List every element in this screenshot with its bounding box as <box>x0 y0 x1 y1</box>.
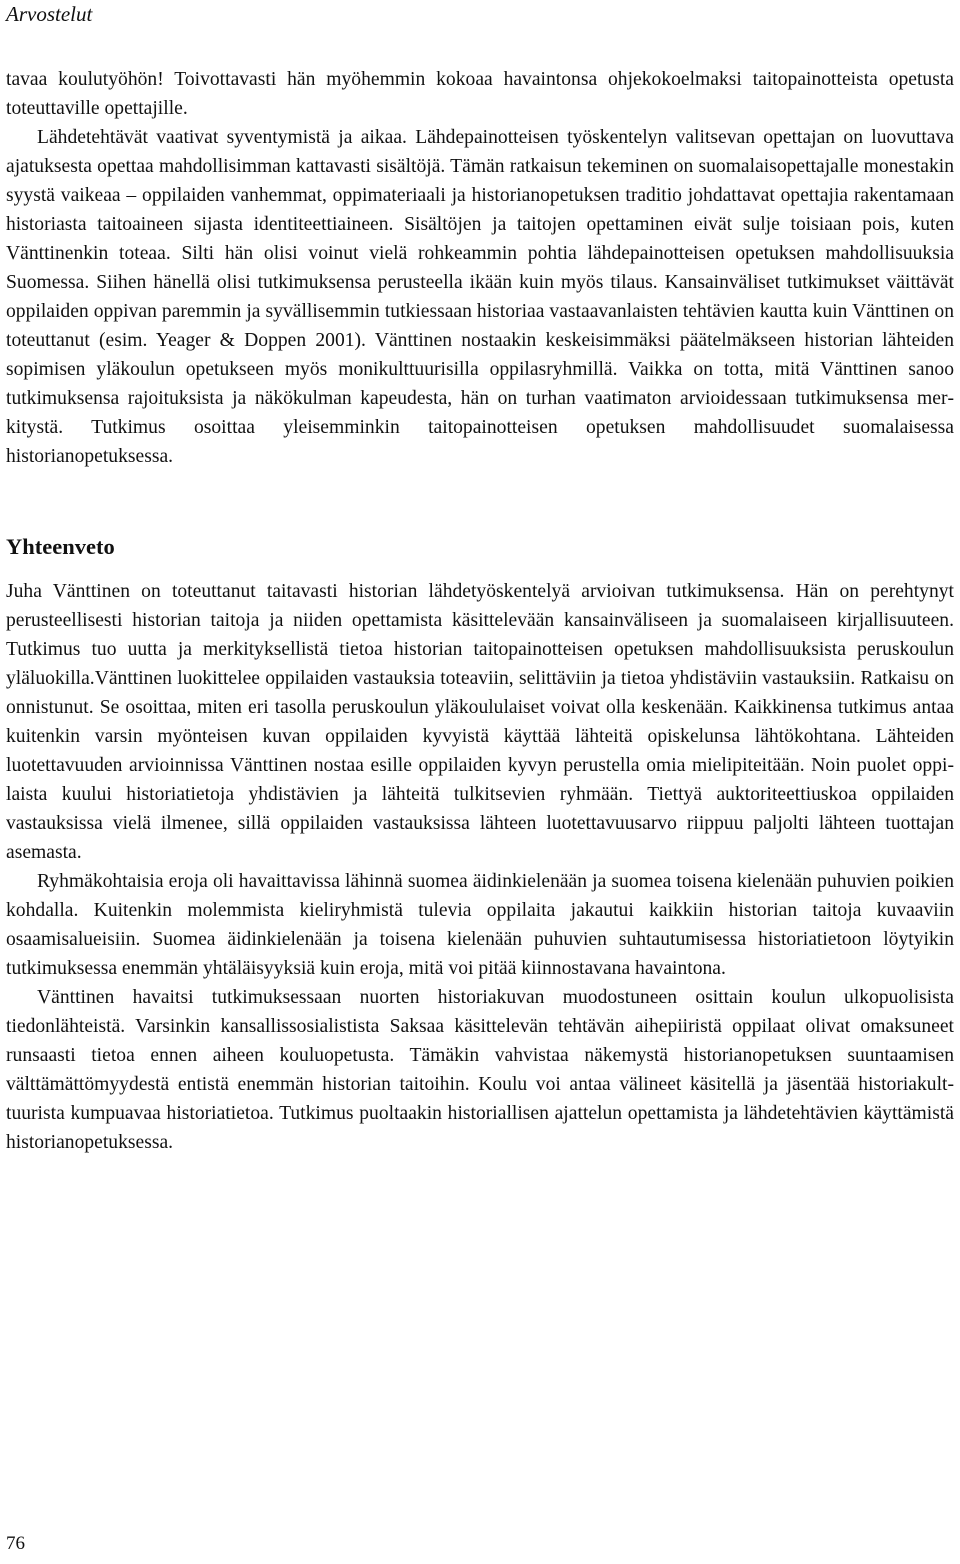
summary-paragraph: Ryhmäkohtaisia eroja oli havaittavissa lähinnä suomea äidinkielenään ja suomea toisena kielenään puhuvien poikien kohdalla. Kuitenkin molemmista kieliryhmistä tulevia oppilaita jakautui kaikkiin historian taitoja kuvaaviin osaamisalueisiin. Suomea äidinkielenään ja toisena kielenään puhuvien suhtautumisessa historiatietoon löytyikin tutkimuksessa enemmän yhtäläisyyksiä kuin eroja, mitä voi pitää kiinnostavana havaintona. <box>6 871 954 979</box>
summary-paragraph: Vänttinen havaitsi tutkimuksessaan nuorten historiakuvan muodostuneen osittain koulun ulkopuolisista tiedonlähteistä. Varsinkin kansallissosialistista Saksaa käsittelevän tehtävän aihepiiristä oppilaat olivat omaksuneet runsaasti tietoa ennen aiheen kouluopetusta. Tämäkin vahvistaa näkemystä historianopetuksen suuntaamisen välttämättömyydestä entistä enemmän historian taitoihin. Koulu voi antaa välineet käsitellä ja jäsentää historiakulttuurista kumpuavaa historiatietoa. Tutkimus puoltaakin historiallisen ajattelun opettamista ja lähdetehtävien käyttämistä historianopetuksessa. <box>6 987 954 1153</box>
running-head: Arvostelut <box>6 2 93 26</box>
body-paragraph: Lähdetehtävät vaativat syventymistä ja aikaa. Lähdepainotteisen työskentelyn valitsevan opettajan on luovuttava ajatuksesta opettaa mahdollisimman kattavasti sisältöjä. Tämän ratkaisun tekeminen on suomalaisopettajalle monestakin syystä vaikeaa – oppilaiden vanhemmat, oppimateriaali ja historianopetuksen traditio johdattavat opettajia rakentamaan historiasta taitoaineen sijasta identiteettiaineen. Sisältöjen ja taitojen opettaminen eivät sulje toisiaan pois, kuten Vänttinenkin toteaa. Silti hän olisi voinut vielä rohkeammin pohtia lähdepainotteisen opetuksen mahdollisuuksia Suomessa. Siihen hänellä olisi tutkimuksensa perusteella ikään kuin myös tilaus. Kansainväliset tutkimukset väittävät oppilaiden oppivan paremmin ja syvällisemmin tutkiessaan historiaa vastaavanlaisten tehtävien kautta kuin Vänttinen on toteuttanut (esim. Yeager & Doppen 2001). Vänttinen nostaakin keskeisimmäksi päätelmäkseen historian lähteiden sopimisen yläkoulun opetukseen myös monikulttuurisilla oppilasryhmillä. Vaikka on totta, mitä Vänttinen sanoo tutkimuksensa rajoituksista ja näkökulman kapeudesta, hän on turhan vaatimaton arvioidessaan tutkimuksensa merkitystä. Tutkimus osoittaa yleisemminkin taitopainotteisen opetuksen mahdollisuudet suomalaisessa historianopetuksessa. <box>6 127 954 467</box>
body-text <box>6 65 954 1157</box>
page-number: 76 <box>6 1533 25 1554</box>
body-paragraph: tavaa koulutyöhön! Toivottavasti hän myöhemmin kokoaa havaintonsa ohjekokoelmaksi taitopainotteista opetusta toteuttaville opettajille. <box>6 69 954 119</box>
summary-paragraph: Juha Vänttinen on toteuttanut taitavasti historian lähdetyöskentelyä arvioivan tutkimuksensa. Hän on perehtynyt perusteellisesti historian taitoja ja niiden opettamista käsittelevään kansainväliseen ja suomalaiseen kirjallisuuteen. Tutkimus tuo uutta ja merkityksellistä tietoa historian taitopainotteisen opetuksen mahdollisuuksista peruskoulun yläluokilla.Vänttinen luokittelee oppilaiden vastauksia toteaviin, selittäviin ja tietoa yhdistäviin vastauksiin. Ratkaisu on onnistunut. Se osoittaa, miten eri tasolla peruskoulun yläkoululaiset voivat olla keskenään. Kaikkinensa tutkimus antaa kuitenkin varsin myönteisen kuvan oppilaiden kyvyistä käyttää lähteitä opiskelunsa lähtökohtana. Lähteiden luotettavuuden arvioinnissa Vänttinen nostaa esille oppilaiden kyvyn perustella omia mielipiteitään. Noin puolet oppilaista kuului historiatietoja yhdistävien ja lähteitä tulkitsevien ryhmään. Tiettyä auktoriteettiuskoa oppilaiden vastauksissa vielä ilmenee, sillä oppilaiden vastauksissa lähteen luotettavuusarvo riippuu paljolti lähteen tuottajan asemasta. <box>6 581 954 863</box>
section-heading: Yhteenveto <box>6 534 115 559</box>
